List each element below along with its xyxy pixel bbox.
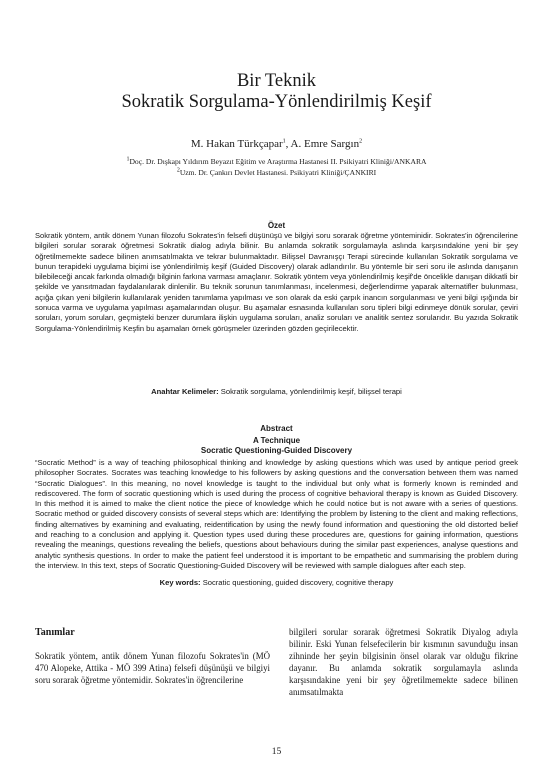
body-right-column: bilgileri sorular sorarak öğretmesi Sokratik Diyalog adıyla bilinir. Eski Yunan felsefecilerin bir kısmının savunduğu insan zihninde her şeyin bilgisinin önsel olarak var olduğu fikrine dayanır. Bu anlamda sokratik sorgulamayla aslında karşısındakine yeni bir şey öğretilmemekte sadece bilinen anımsatılmakta	[289, 627, 518, 698]
keywords-turkish-label: Anahtar Kelimeler:	[151, 387, 219, 396]
author-1-sup: 1	[282, 138, 286, 145]
affiliation-2-sup: 2	[176, 167, 180, 174]
affiliation-2	[0, 168, 553, 177]
abstract-subtitle-1: A Technique	[252, 436, 301, 445]
author-2: A. Emre Sargın	[290, 138, 360, 150]
abstract-paragraph: “Socratic Method” is a way of teaching philosophical thinking and knowledge by asking questions which was used by antique period greek philosopher Socrates. Socrates was teaching knowledge to his followers by asking questions and the conversation between them was named “Socratic Dialogues”. In this meaning, no novel knowledge is taught to the individual but only what is formerly known is reminded and rediscovered. The form of socratic questioning which is used during the process of cognitive behavioral therapy is known as Guided Discovery. In this method it is aimed to make the client notice the piece of knowledge which he could notice but is not aware with a series of questions. Socratic method or guided discovery consists of several steps which are: Identifying the problem by listening to the client and making reflections, finding alternatives by examining and evaluating, reidentification by using the newly found information and questioning the old distorted belief and reaching to a conclusion and applying it. Question types used during these procedures are, questions for gaining information, questions revealing the meanings, questions revealing the beliefs, questions about behaviours during the similar past experiences, analyse questions and analytic synthesis questions. In order to make the patient feel understood it is important to be empathetic and summarising the problem during the interview. In this text, steps of Socratic Questioning-Guided Discovery will be reviewed with sample dialogues after each step.	[35, 458, 518, 570]
keywords-turkish-text: Sokratik sorgulama, yönlendirilmiş keşif, bilişsel terapi	[218, 387, 402, 396]
keywords-english-label: Key words:	[159, 578, 201, 587]
author-separator: ,	[285, 138, 291, 150]
affiliation-1-sup: 1	[126, 156, 130, 163]
author-line	[0, 138, 553, 150]
ozet-paragraph: Sokratik yöntem, antik dönem Yunan filozofu Sokrates'in felsefi düşünüşü ve bilgiyi soru sorarak öğretme yönteminidir. Sokrates'in öğrencilerine bilgileri sorular sorarak öğretmesi Sokratik dialog adıyla bilinir. Bu anlamda sokratik sorgulamayla aslında karşısındakine yeni bir şey öğretilmemekte sadece bilinen anımsatılmakta ve tekrar bulunmaktadır. Bilişsel Davranışçı Terapi sürecinde kullanılan Sokratik sorgulama ve bunun terapideki uygulama biçimi ise yönlendirilmiş keşif (Guided Discovery) olarak adlandırılır. Bu yöntemle bir seri soru ile aslında danışanın bilebileceği ancak farkında olmadığı bilginin farkına varması amaçlanır. Sokratik yöntem veya yönlendirilmiş keşif'de öncelikle danışan dikkatli bir şekilde ve yansıtmadan faydalanılarak dinlenilir. Bu teknik sorunun tanımlanması, incelenmesi, değerlendirme yaparak alternatifler bulunması, açığa çıkan yeni bilgilerin kullanılarak yeniden tanımlama yapılması ve son olarak da eski çarpık inancın sorgulanması ve yeni bilgi ışığında bir sonuca varma ve uygulama yapılması aşamalarından oluşur. Bu aşamalar esnasında kullanılan soru tipleri bilgi edinmeye dönük sorular, çeviri soruları, yorum soruları, geçmişteki benzer durumlara ilişkin uygulama soruları, analiz soruları ve analitik sentez sorularıdır. Bu yazıda Sokratik Sorgulama-Yönlendirilmiş Keşfin bu aşamaları örnek görüşmeler üzerinden gözden geçirilecektir.	[35, 231, 518, 333]
keywords-turkish	[0, 387, 553, 396]
abstract-heading: Abstract	[260, 424, 293, 433]
keywords-english-text: Socratic questioning, guided discovery, cognitive therapy	[200, 578, 394, 587]
section-heading-tanimlar: Tanımlar	[35, 627, 75, 638]
author-1: M. Hakan Türkçapar	[190, 138, 283, 150]
article-title-line2: Sokratik Sorgulama-Yönlendirilmiş Keşif	[121, 92, 432, 112]
affiliation-1-text: Doç. Dr. Dışkapı Yıldırım Beyazıt Eğitim ve Araştırma Hastanesi II. Psikiyatri Kliniği/ANKARA	[129, 157, 427, 166]
abstract-subtitle-2: Socratic Questioning-Guided Discovery	[200, 446, 353, 455]
body-left-column: Sokratik yöntem, antik dönem Yunan filozofu Sokrates'in (MÖ 470 Alopeke, Attika - MÖ 399 Atina) felsefi düşünüşü ve bilgiyi soru sorarak öğretme yöntemidir. Sokrates'in öğrencilerine	[35, 651, 270, 686]
article-title-line1: Bir Teknik	[236, 71, 317, 91]
ozet-heading: Özet	[267, 221, 286, 230]
affiliation-2-text: Uzm. Dr. Çankırı Devlet Hastanesi. Psikiyatri Kliniği/ÇANKIRI	[179, 168, 377, 177]
keywords-english	[0, 578, 553, 587]
page-number: 15	[271, 747, 282, 757]
author-2-sup: 2	[359, 138, 363, 145]
affiliation-1	[0, 157, 553, 166]
